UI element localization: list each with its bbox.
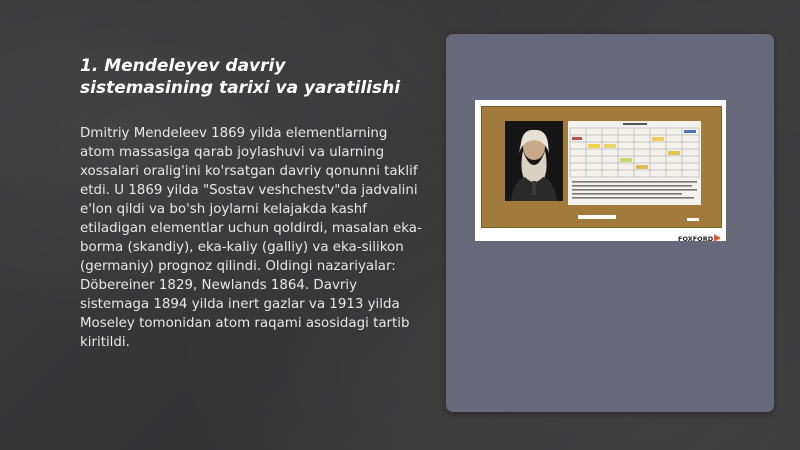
chalk-tray-icon <box>482 107 721 227</box>
slide-title: 1. Mendeleyev davriy sistemasining tarixi va yaratilishi <box>80 56 401 98</box>
chalkboard-frame <box>481 106 722 228</box>
brand-logo-text: FOXFORD <box>678 235 714 243</box>
mendeleev-photo <box>475 100 726 241</box>
brand-logo <box>678 228 722 243</box>
slide-body-text: Dmitriy Mendeleev 1869 yilda elementlarning atom massasiga qarab joylashuvi va ularning xossalari oralig'ini ko'rsatgan davriy qonunni taklif etdi. U 1869 yilda "Sostav veshchestv"da jadvalini e'lon qildi va bo'sh joylarni kelajakda kashf etiladigan elementlar uchun qoldirdi, masalan eka-borma (skandiy), eka-kaliy (galliy) va eka-silikon (germaniy) prognoz qilindi. Oldingi nazariyalar: Döbereiner 1829, Newlands 1864. Davriy sistemaga 1894 yilda inert gazlar va 1913 yilda Moseley tomonidan atom raqami asosidagi tartib kiritildi. <box>80 126 422 350</box>
